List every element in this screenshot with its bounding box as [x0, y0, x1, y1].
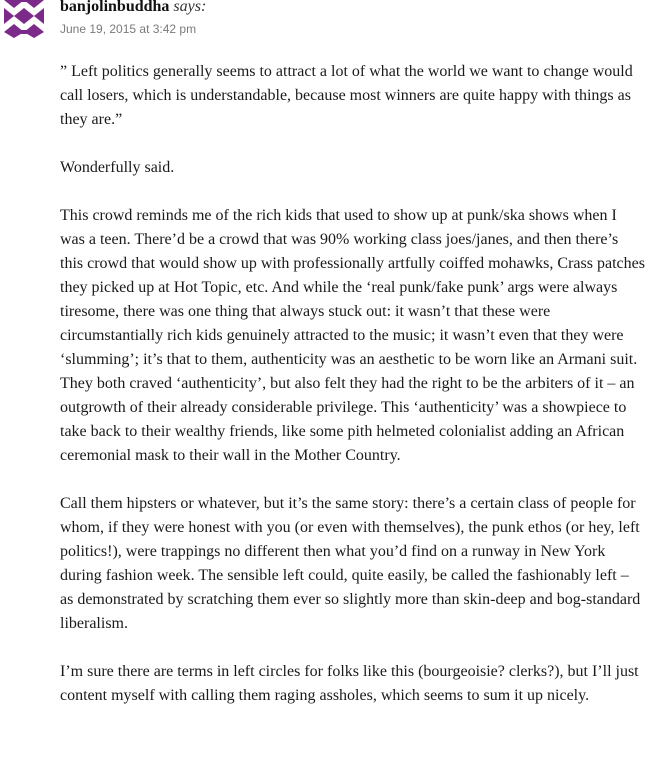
- comment-paragraph: Wonderfully said.: [60, 159, 175, 176]
- comment-author-line: [60, 0, 206, 17]
- comment-date-link[interactable]: June 19, 2015 at 3:42 pm: [60, 22, 197, 36]
- comment-paragraph: This crowd reminds me of the rich kids that used to show up at punk/ska shows when I was a teen. There’d be a crowd that was 90% working class joes/janes, and then there’s this crowd that would show up with professionally artfully coiffed mohawks, Crass patches they picked up at Hot Topic, etc. And while the ‘real punk/fake punk’ args were always tiresome, there was one thing that always stuck out: it wasn’t that these were circumstantially rich kids genuinely attracted to the music; it wasn’t even that they were ‘slumming’; it’s that to them, authenticity was an aesthetic to be worn like an Armani suit. They both craved ‘authenticity’, but also felt they had the right to be the arbiters of it – an outgrowth of their already considerable privilege. This ‘authenticity’ was a showpiece to take back to their wealthy friends, like some pith helmeted colonialist adding an African ceremonial mask to their wall in the Mother Country.: [60, 207, 645, 464]
- identicon-avatar-icon: [4, 0, 44, 38]
- comment-body: [60, 60, 645, 732]
- comment-paragraph: Call them hipsters or whatever, but it’s the same story: there’s a certain class of people for whom, if they were honest with you (or even with themselves), the punk ethos (or hey, left politics!), were trappings no different then what you’d find on a runway in New York during fashion week. The sensible left could, quite easily, be called the fashionably left – as demonstrated by scratching them ever so slightly more than skin-deep and bog-standard liberalism.: [60, 495, 641, 632]
- comment-paragraph: I’m sure there are terms in left circles for folks like this (bourgeoisie? clerks?), but I’ll just content myself with calling them raging assholes, which seems to sum it up nicely.: [60, 663, 639, 704]
- avatar[interactable]: [4, 0, 44, 38]
- says-label: says:: [173, 0, 207, 15]
- comment-paragraph: ” Left politics generally seems to attract a lot of what the world we want to change would call losers, which is understandable, because most winners are quite happy with things as they are.”: [60, 63, 633, 128]
- comment-author-link[interactable]: banjolinbuddha: [60, 0, 170, 15]
